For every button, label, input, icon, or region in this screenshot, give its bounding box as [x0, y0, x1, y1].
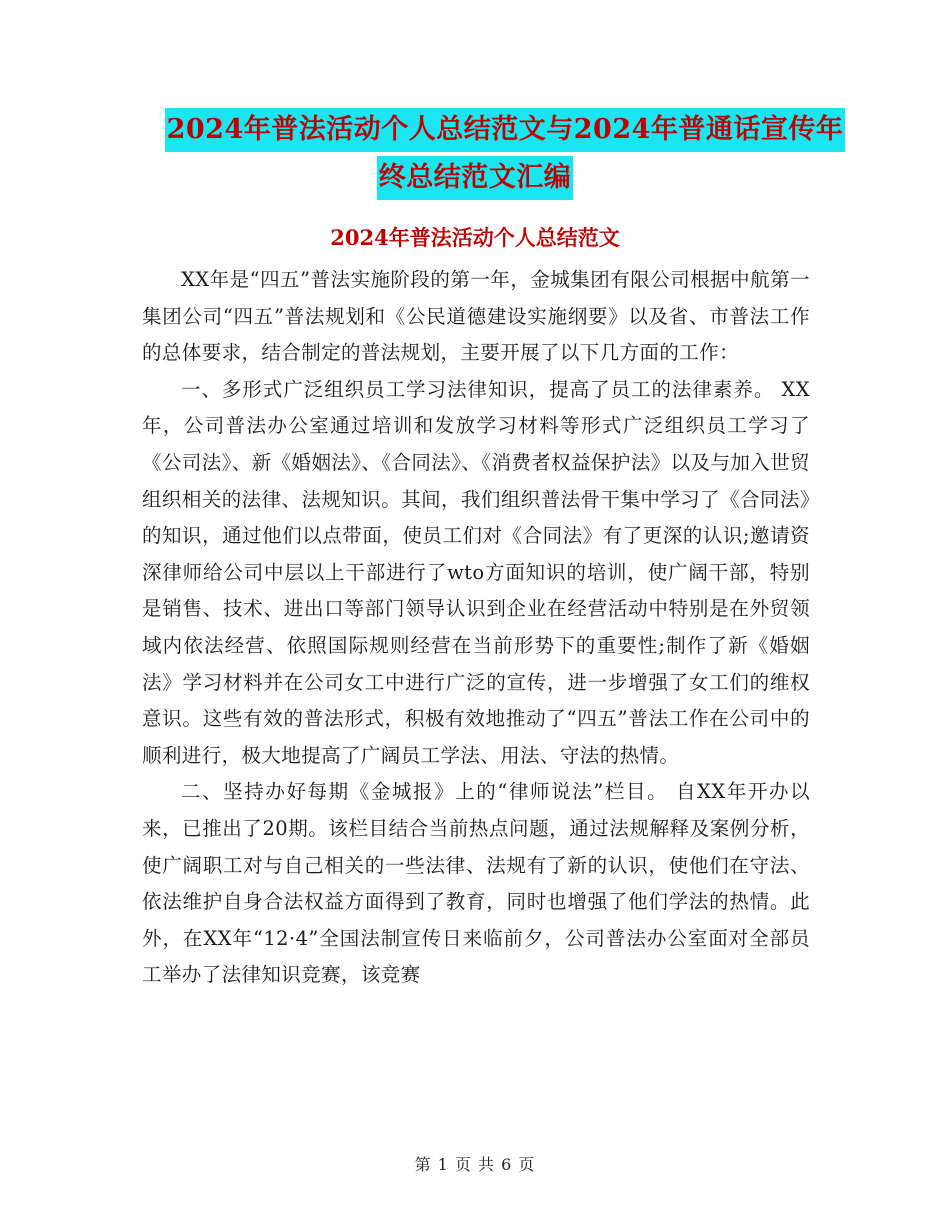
section-heading: 2024年普法活动个人总结范文 [330, 225, 620, 250]
document-title [0, 108, 950, 204]
paragraph-2: 一、多形式广泛组织员工学习法律知识，提高了员工的法律素养。 XX年，公司普法办公室通过培训和发放学习材料等形式广泛组织员工学习了《公司法》、新《婚姻法》、《合同法》、《消费者权益保护法》以及与加入世贸组织相关的法律、法规知识。其间，我们组织普法骨干集中学习了《合同法》的知识，通过他们以点带面，使员工们对《合同法》有了更深的认识;邀请资深律师给公司中层以上干部进行了wto方面知识的培训，使广阔干部，特别是销售、技术、进出口等部门领导认识到企业在经营活动中特别是在外贸领域内依法经营、依照国际规则经营在当前形势下的重要性;制作了新《婚姻法》学习材料并在公司女工中进行广泛的宣传，进一步增强了女工们的维权意识。这些有效的普法形式，积极有效地推动了“四五”普法工作在公司中的顺利进行，极大地提高了广阔员工学法、用法、守法的热情。 [142, 377, 810, 767]
title-line-2: 终总结范文汇编 [377, 156, 574, 200]
paragraph-1: XX年是“四五”普法实施阶段的第一年，金城集团有限公司根据中航第一集团公司“四五”普法规划和《公民道德建设实施纲要》以及省、市普法工作的总体要求，结合制定的普法规划，主要开展了以下几方面的工作： [142, 268, 810, 365]
body-text [142, 262, 810, 994]
page-number-footer: 第 1 页 共 6 页 [414, 1155, 536, 1174]
title-line-1: 2024年普法活动个人总结范文与2024年普通话宣传年 [165, 108, 846, 152]
paragraph-3: 二、坚持办好每期《金城报》上的“律师说法”栏目。 自XX年开办以来，已推出了20期。该栏目结合当前热点问题，通过法规解释及案例分析，使广阔职工对与自己相关的一些法律、法规有了新的认识，使他们在守法、依法维护自身合法权益方面得到了教育，同时也增强了他们学法的热情。此外，在XX年“12·4”全国法制宣传日来临前夕，公司普法办公室面对全部员工举办了法律知识竞赛，该竞赛 [142, 780, 810, 987]
